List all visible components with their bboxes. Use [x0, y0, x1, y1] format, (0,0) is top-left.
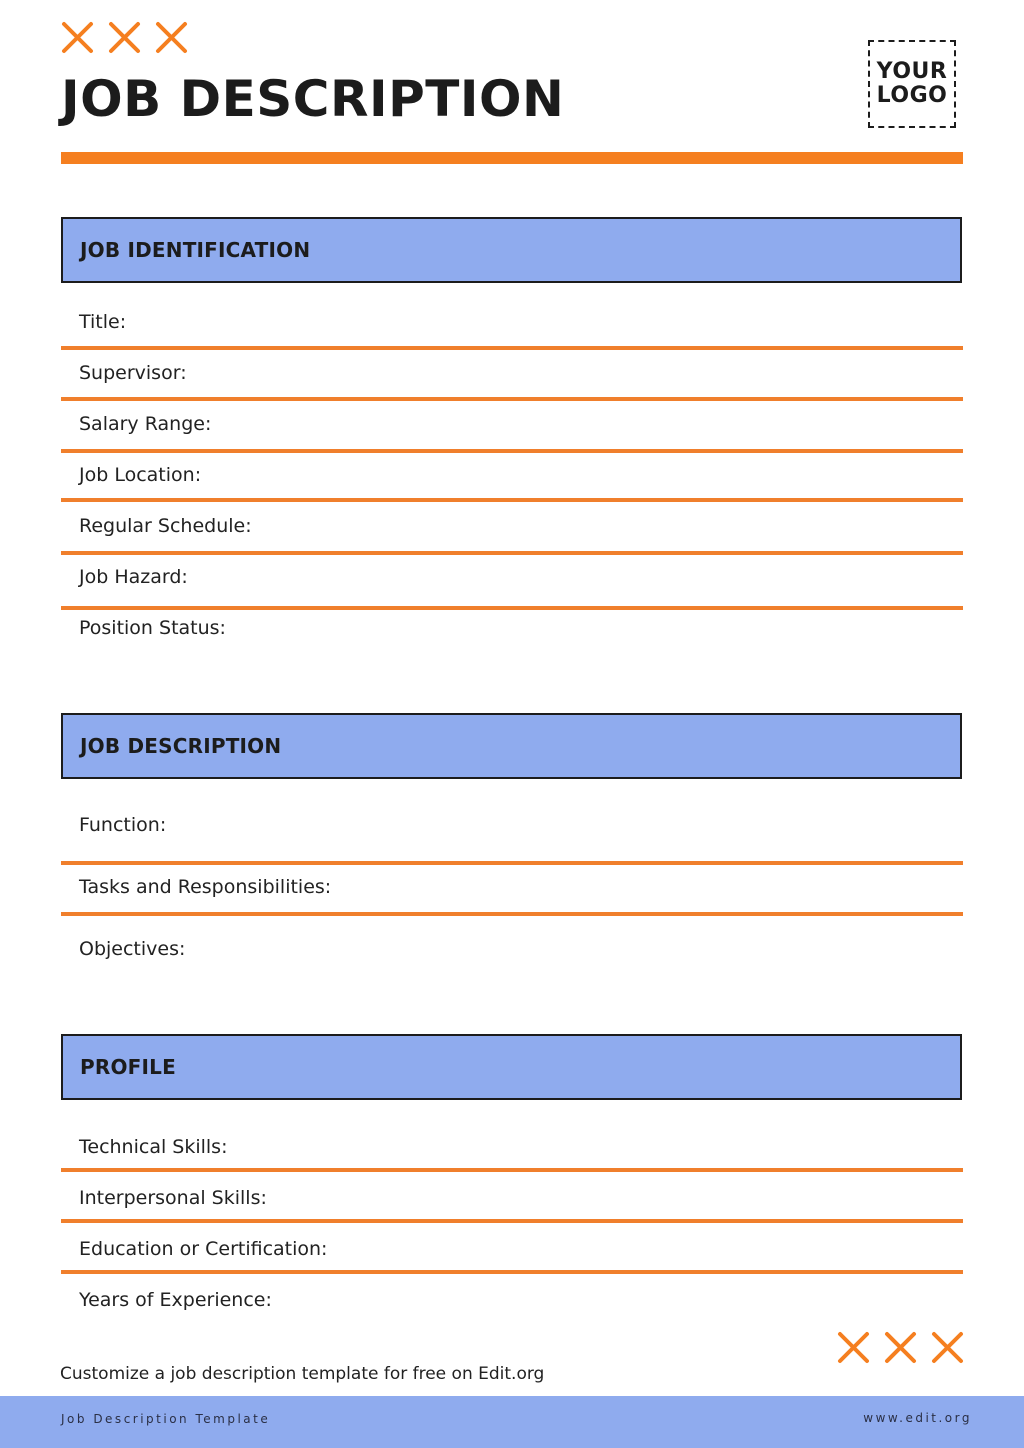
field-divider [61, 606, 963, 610]
field-years-experience: Years of Experience: [79, 1289, 272, 1311]
field-divider [61, 1168, 963, 1172]
field-divider [61, 861, 963, 865]
field-position-status: Position Status: [79, 617, 226, 639]
x-mark-icon [155, 21, 188, 54]
field-education-certification: Education or Certification: [79, 1238, 328, 1260]
decorative-x-marks-bottom [837, 1331, 964, 1364]
section-heading: PROFILE [80, 1055, 176, 1079]
section-heading: JOB IDENTIFICATION [80, 238, 311, 262]
x-mark-icon [61, 21, 94, 54]
field-divider [61, 1219, 963, 1223]
section-header-job-description [61, 713, 962, 779]
x-mark-icon [108, 21, 141, 54]
field-divider [61, 449, 963, 453]
x-mark-icon [837, 1331, 870, 1364]
section-header-job-identification [61, 217, 962, 283]
footer-note: Customize a job description template for free on Edit.org [60, 1364, 545, 1384]
field-regular-schedule: Regular Schedule: [79, 515, 252, 537]
field-technical-skills: Technical Skills: [79, 1136, 228, 1158]
page-title: JOB DESCRIPTION [61, 70, 565, 128]
logo-line-2: LOGO [876, 83, 948, 108]
x-mark-icon [931, 1331, 964, 1364]
field-divider [61, 498, 963, 502]
footer-website-link[interactable]: www.edit.org [863, 1411, 972, 1425]
field-divider [61, 346, 963, 350]
field-job-location: Job Location: [79, 464, 202, 486]
logo-placeholder [868, 40, 956, 128]
section-heading: JOB DESCRIPTION [80, 734, 282, 758]
logo-line-1: YOUR [876, 59, 948, 85]
field-divider [61, 551, 963, 555]
footer-template-label: Job Description Template [61, 1412, 271, 1426]
field-divider [61, 397, 963, 401]
field-interpersonal-skills: Interpersonal Skills: [79, 1187, 267, 1209]
decorative-x-marks-top [61, 21, 188, 54]
field-tasks-responsibilities: Tasks and Responsibilities: [79, 876, 332, 898]
section-header-profile [61, 1034, 962, 1100]
field-job-hazard: Job Hazard: [79, 566, 188, 588]
field-objectives: Objectives: [79, 938, 186, 960]
field-title: Title: [79, 311, 127, 333]
title-divider [61, 152, 963, 164]
field-function: Function: [79, 814, 167, 836]
field-salary-range: Salary Range: [79, 413, 212, 435]
x-mark-icon [884, 1331, 917, 1364]
field-supervisor: Supervisor: [79, 362, 187, 384]
field-divider [61, 1270, 963, 1274]
field-divider [61, 912, 963, 916]
